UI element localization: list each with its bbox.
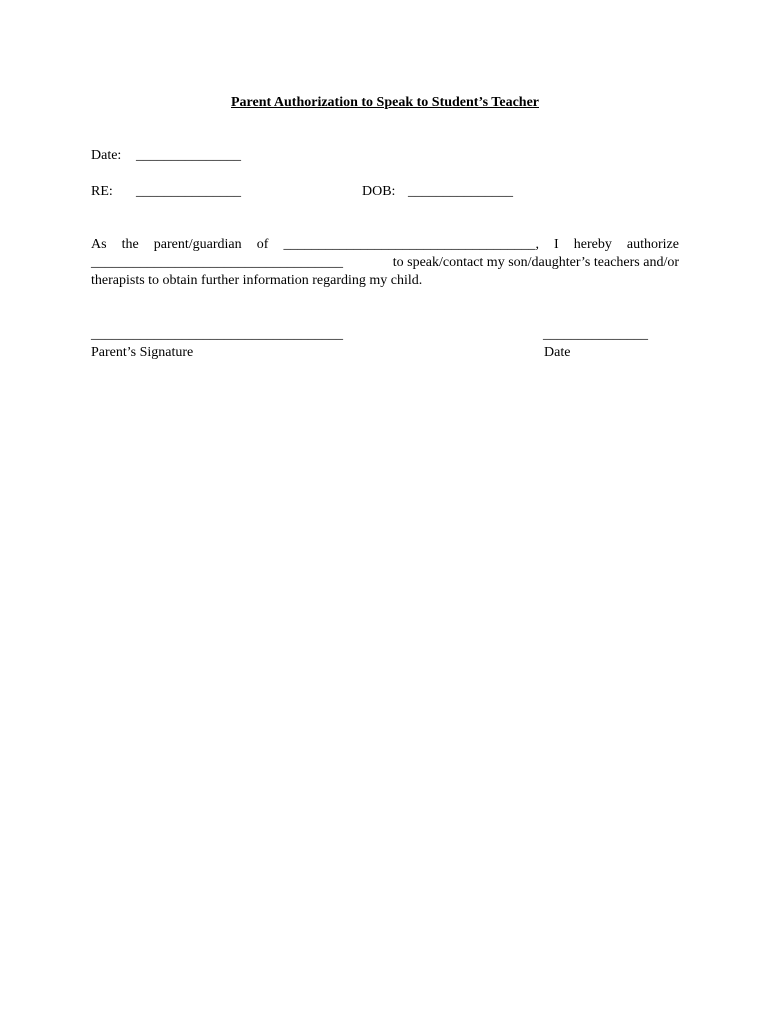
paragraph-word: As — [91, 237, 107, 252]
date-blank-line: _______________ — [136, 148, 241, 163]
guardian-of-blank-line: ____________________________________, — [283, 237, 539, 252]
signature-date-label: Date — [544, 345, 571, 360]
paragraph-line-1 — [91, 236, 679, 254]
authorized-person-blank-line: ____________________________________ — [91, 255, 343, 270]
re-label: RE: — [91, 184, 113, 199]
paragraph-word: I — [554, 237, 559, 252]
parent-signature-line: ____________________________________ — [91, 327, 343, 342]
paragraph-word: authorize — [626, 237, 679, 252]
parent-signature-label: Parent’s Signature — [91, 345, 194, 360]
paragraph-word: of — [256, 237, 269, 252]
dob-label: DOB: — [362, 184, 396, 199]
document-title: Parent Authorization to Speak to Student’s Teacher — [230, 95, 539, 110]
paragraph-line-2 — [91, 254, 679, 272]
paragraph-word: parent/guardian — [153, 237, 242, 252]
paragraph-text: to speak/contact my son/daughter’s teachers and/or — [392, 255, 679, 270]
paragraph-line-3: therapists to obtain further information regarding my child. — [91, 273, 423, 288]
paragraph-word: hereby — [573, 237, 612, 252]
paragraph-word: the — [121, 237, 139, 252]
re-blank-line: _______________ — [136, 184, 241, 199]
date-label: Date: — [91, 148, 122, 163]
authorization-paragraph — [91, 236, 679, 290]
signature-date-line: _______________ — [543, 327, 648, 342]
dob-blank-line: _______________ — [408, 184, 513, 199]
